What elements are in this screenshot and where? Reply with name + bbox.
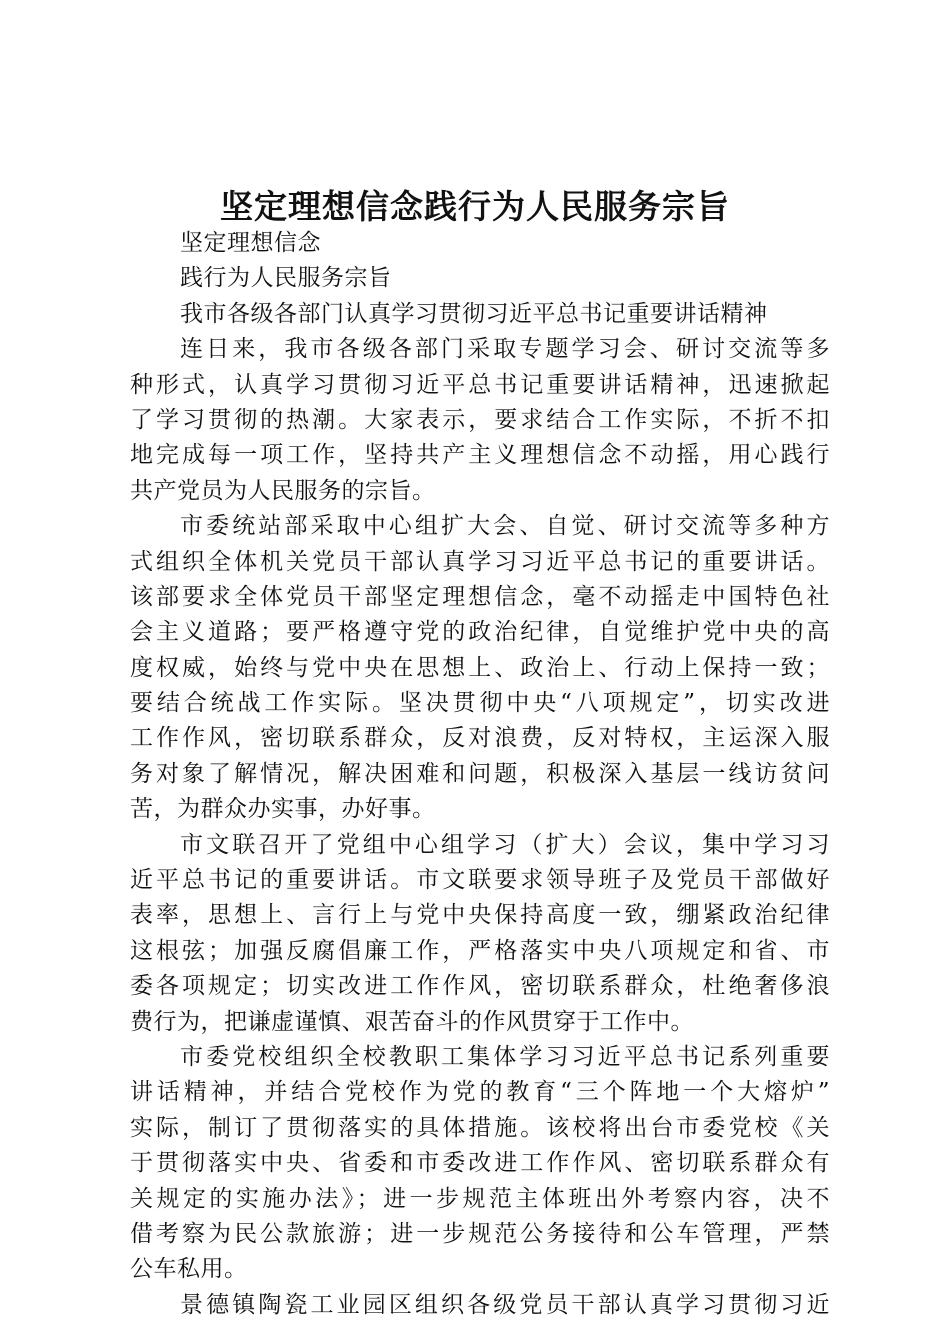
text-line: 近平总书记的重要讲话。市文联要求领导班子及党员干部做好 xyxy=(130,867,830,894)
text-line: 于贯彻落实中央、省委和市委改进工作作风、密切联系群众有 xyxy=(130,1150,830,1177)
text-line: 表率，思想上、言行上与党中央保持高度一致，绷紧政治纪律 xyxy=(130,902,830,929)
text-line: 借考察为民公款旅游；进一步规范公务接待和公车管理，严禁 xyxy=(130,1220,830,1247)
text-line: 这根弦；加强反腐倡廉工作，严格落实中央八项规定和省、市 xyxy=(130,937,830,964)
text-line: 实际，制订了贯彻落实的具体措施。该校将出台市委党校《关 xyxy=(130,1114,830,1141)
text-line: 委各项规定；切实改进工作作风，密切联系群众，杜绝奢侈浪 xyxy=(130,973,830,1000)
document-title: 坚定理想信念践行为人民服务宗旨 xyxy=(220,187,730,226)
text-line: 讲话精神，并结合党校作为党的教育“三个阵地一个大熔炉” xyxy=(130,1079,830,1106)
text-line: 地完成每一项工作，坚持共产主义理想信念不动摇，用心践行 xyxy=(130,442,830,469)
text-line: 会主义道路；要严格遵守党的政治纪律，自觉维护党中央的高 xyxy=(130,619,830,646)
document-body xyxy=(130,226,830,1323)
text-line: 连日来，我市各级各部门采取专题学习会、研讨交流等多 xyxy=(180,336,830,363)
text-line: 公车私用。 xyxy=(130,1256,248,1283)
text-line: 践行为人民服务宗旨 xyxy=(180,265,392,292)
text-line: 了学习贯彻的热潮。大家表示，要求结合工作实际，不折不扣 xyxy=(130,406,830,433)
text-line: 坚定理想信念 xyxy=(180,230,321,256)
text-line: 市文联召开了党组中心组学习（扩大）会议，集中学习习 xyxy=(180,831,830,858)
text-line: 工作作风，密切联系群众，反对浪费，反对特权，主运深入服 xyxy=(130,725,830,752)
text-line: 该部要求全体党员干部坚定理想信念，毫不动摇走中国特色社 xyxy=(130,583,830,610)
text-line: 我市各级各部门认真学习贯彻习近平总书记重要讲话精神 xyxy=(180,300,768,327)
text-line: 要结合统战工作实际。坚决贯彻中央“八项规定”，切实改进 xyxy=(130,690,830,717)
text-line: 苦，为群众办实事，办好事。 xyxy=(130,796,436,823)
text-line: 务对象了解情况，解决困难和问题，积极深入基层一线访贫问 xyxy=(130,760,830,787)
text-line: 费行为，把谦虚谨慎、艰苦奋斗的作风贯穿于工作中。 xyxy=(130,1008,694,1035)
text-line: 市委统站部采取中心组扩大会、自觉、研讨交流等多种方 xyxy=(180,513,830,540)
text-line: 式组织全体机关党员干部认真学习习近平总书记的重要讲话。 xyxy=(130,548,830,575)
text-line: 关规定的实施办法》；进一步规范主体班出外考察内容，决不 xyxy=(130,1185,830,1212)
text-line: 共产党员为人民服务的宗旨。 xyxy=(130,477,436,504)
text-line: 景德镇陶瓷工业园区组织各级党员干部认真学习贯彻习近 xyxy=(180,1291,830,1318)
text-line: 度权威，始终与党中央在思想上、政治上、行动上保持一致； xyxy=(130,654,830,681)
text-line: 市委党校组织全校教职工集体学习习近平总书记系列重要 xyxy=(180,1043,830,1070)
text-line: 种形式，认真学习贯彻习近平总书记重要讲话精神，迅速掀起 xyxy=(130,371,830,398)
